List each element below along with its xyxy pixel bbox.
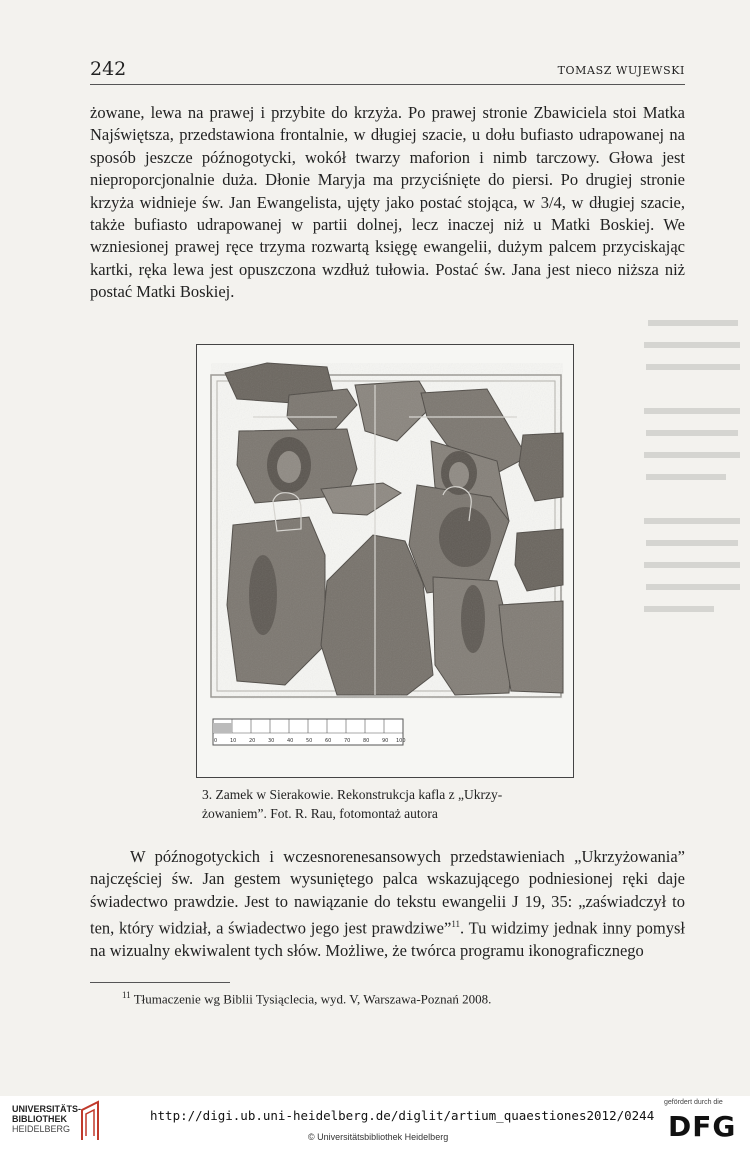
caption-line-2: żowaniem”. Fot. R. Rau, fotomontaż autora <box>202 806 438 821</box>
page-number: 242 <box>90 58 127 80</box>
show-through-text <box>600 310 750 670</box>
paragraph-2-part-1: W późnogotyckich i wczesnorenesansowych przedstawieniach „Ukrzyżowania” najczęściej św. Jan gestem wysuniętego palca wskazującego podniesionej ręki daje świadectwo prawdzie. Jest to nawiązanie do tekstu ewangelii J 19, 35: „zaświadczył to ten, który widział, a świadectwo jego jest prawdziwe” <box>90 847 685 938</box>
footnote <box>122 990 682 1007</box>
library-logo-icon <box>78 1100 104 1144</box>
figure-caption <box>202 785 582 823</box>
paragraph-2-part-2: . Tu widzimy jednak inny pomysł na wizualny ekwiwalent tych słów. Możliwe, że twórca programu ikonograficznego <box>90 918 685 961</box>
footnote-reference[interactable]: 11 <box>451 919 460 930</box>
footnote-text: Tłumaczenie wg Biblii Tysiąclecia, wyd. V, Warszawa-Poznań 2008. <box>133 991 492 1007</box>
scale-label-50: 50 <box>306 738 313 744</box>
dfg-logo: DFG <box>668 1110 737 1143</box>
scale-label-90: 90 <box>382 738 389 744</box>
scale-label-60: 60 <box>325 738 332 744</box>
funded-by-label: gefördert durch die <box>664 1099 723 1106</box>
scale-label-100: 100 <box>396 738 406 744</box>
scale-label-70: 70 <box>344 738 351 744</box>
scale-bar <box>213 719 406 745</box>
library-name-line-1: UNIVERSITÄTS- <box>12 1104 82 1114</box>
scale-label-20: 20 <box>249 738 256 744</box>
library-name-line-3: HEIDELBERG <box>12 1124 71 1134</box>
library-name <box>12 1104 81 1134</box>
paragraph-2 <box>90 846 685 963</box>
copyright-notice: © Universitätsbibliothek Heidelberg <box>308 1132 449 1142</box>
scale-label-10: 10 <box>230 738 237 744</box>
caption-line-1: 3. Zamek w Sierakowie. Rekonstrukcja kafla z „Ukrzy- <box>202 787 503 802</box>
page-header <box>90 58 685 85</box>
paragraph-1: żowane, lewa na prawej i przybite do krzyża. Po prawej stronie Zbawiciela stoi Matka Najświętsza, przedstawiona frontalnie, w długiej szacie, u dołu bufiasto udrapowanej na sposób jeszcze późnogotycki, wokół twarzy maforion i nimb tarczowy. Głowa jest nieproporcjonalnie duża. Dłonie Maryja ma przyciśnięte do piersi. Po drugiej stronie krzyża widnieje św. Jan Ewangelista, ujęty jako postać stojąca, w 3/4, w długiej szacie, także bufiasto udrapowanej w partii dolnej, lecz inaczej niż u Matki Boskiej. We wzniesionej prawej ręce trzyma rozwartą księgę ewangelii, dużym palcem przyciskając kartki, ręka lewa jest opuszczona wzdłuż tułowia. Postać św. Jana jest nieco niższa niż postać Matki Boskiej. <box>90 103 685 302</box>
scale-label-40: 40 <box>287 738 294 744</box>
running-head: TOMASZ WUJEWSKI <box>557 64 685 77</box>
scale-label-80: 80 <box>363 738 370 744</box>
library-name-line-2: BIBLIOTHEK <box>12 1114 67 1124</box>
footnote-number: 11 <box>122 990 131 1000</box>
figure-frame <box>196 344 574 778</box>
scale-label-30: 30 <box>268 738 275 744</box>
tile-reconstruction-photo <box>197 345 573 777</box>
source-url-link[interactable]: http://digi.ub.uni-heidelberg.de/diglit/artium_quaestiones2012/0244 <box>150 1108 655 1123</box>
footnote-divider <box>90 982 230 983</box>
digitization-footer <box>0 1096 750 1149</box>
scale-label-0: 0 <box>214 738 218 744</box>
